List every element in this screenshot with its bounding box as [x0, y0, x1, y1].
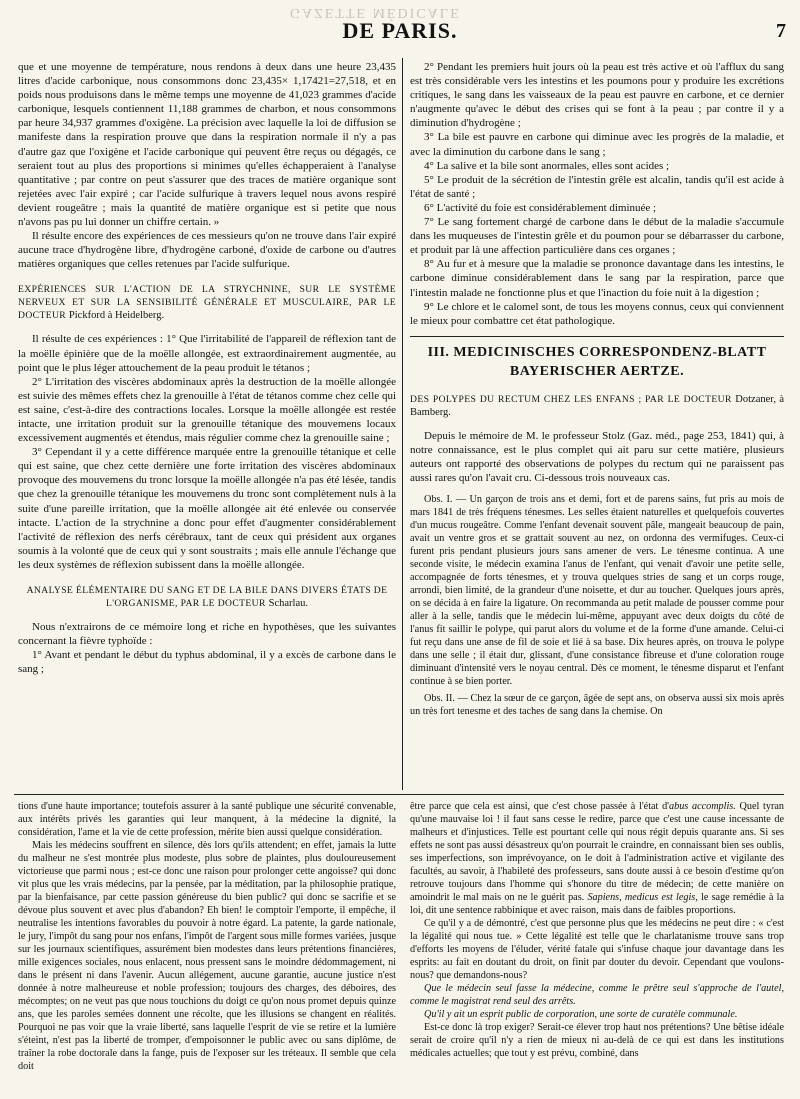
paragraph: Est-ce donc là trop exiger? Serait-ce élever trop haut nos prétentions? Une bêtise idéale serait de croire qu'il n'y a rien de mieux ni au-delà de ce qui est dans les institutions médicales actuelles; que tout y est prévu, combiné, dans	[410, 1022, 784, 1059]
paragraph: 4° La salive et la bile sont anormales, elles sont acides ;	[424, 159, 670, 172]
paragraph: 6° L'activité du foie est considérablement diminuée ;	[424, 201, 657, 214]
journal-title: DE PARIS.	[342, 18, 458, 43]
article-heading-sang: ANALYSE ÉLÉMENTAIRE DU SANG ET DE LA BILE DANS DIVERS ÉTATS DE L'ORGANISME, PAR LE DOCTEUR Scharlau.	[26, 585, 388, 609]
left-column	[18, 60, 396, 790]
paragraph: Depuis le mémoire de M. le professeur Stolz (Gaz. méd., page 253, 1841) qui, à notre connaissance, est le plus complet qui ait paru sur cette matière, plusieurs auteurs ont rapporté des observations de polypes du rectum qui ne paraissent pas aussi rares qu'on l'avait cru. Ci-dessous trois nouveaux cas.	[410, 429, 784, 485]
bleed-through-header: GAZETTE MÉDICALE	[290, 5, 461, 20]
paragraph: Mais les médecins souffrent en silence, dès lors qu'ils attendent; en effet, jamais la lutte du malheur ne s'est montrée plus modeste, plus sobre de plaintes, plus douloureusement victorieuse que parmi nous ; est-ce donc une raison pour prolonger cette angoisse? qui donc vit plus que les vrais médecins, par la pensée, par la méditation, par la philosophie pratique, par la bienfaisance, par cette passion généreuse du bien public? qui donc se sacrifie et se dévoue plus souvent et avec plus d'abandon? Eh bien! le comptoir l'emporte, il empêche, il neutralise les intentions favorables du pouvoir à notre égard. La patente, la garde nationale, le jury, l'impôt du sang pour nos enfans, l'impôt de l'argent sous mille formes variées, jusque sur les journaux scientifiques, assurément bien modestes dans leurs prétentions financières, mille exigences sociales, nous enlacent, nous pressent sans le moindre dédommagement, ni dans le présent ni dans l'avenir. Aucun allégement, aucune garantie, aucune justice n'est donnée à notre malheureuse et noble profession; toujours des charges, des déboires, des mécomptes; on ne veut pas que nous touchions du doigt ce qu'on nous promet depuis quinze ans, que les paroles semées donnent une récolte, que les illusions se changent en réalités. Pourquoi ne pas voir que la vraie liberté, sans laquelle l'esprit de vie se retire et la lumière s'éteint, n'est pas la liberté de tromper, d'empoisonner le public avec ou sans diplôme, de traîner la robe doctorale dans la fange, puis de l'exposer sur les tréteaux. Il semble que cela doit	[18, 840, 396, 1072]
column-divider	[402, 58, 403, 790]
paragraph: être parce que cela est ainsi, que c'est chose passée à l'état d'abus accomplis. Quel tyran qu'une mauvaise loi ! il faut sans cesse le redire, parce que c'est une cause incessante de malheurs et d'injustices. Telle est pourtant celle qui nous régit depuis quarante ans. Si ses effets ne sont pas aussi désastreux qu'on pourrait le craindre, en connaissant bien ses oublis, ses imperfections, son imprévoyance, on le doit à l'administration active et vigilante des facultés, au savoir, à l'habileté des professeurs, sans doute aussi à ce besoin d'estime qu'on retrouve toujours dans l'homme qui s'honore du titre de médecin; de cette manière on amoindrit le mal mais on ne le guérit pas. Sapiens, medicus est legis, le sage remédie à la loi, dit une sentence rabbinique et avec raison, mais dans de faibles proportions.	[410, 801, 784, 916]
paragraph: 1° Avant et pendant le début du typhus abdominal, il y a excès de carbone dans le sang ;	[18, 649, 396, 676]
paragraph: Qu'il y ait un esprit public de corporation, une sorte de curatèle communale.	[424, 1009, 738, 1020]
paragraph: Que le médecin seul fasse la médecine, comme le prêtre seul s'approche de l'autel, comme le magistrat rend seul des arrêts.	[410, 983, 784, 1007]
paragraph: 2° Pendant les premiers huit jours où la peau est très active et où l'afflux du sang est très considérable vers les intestins et les poumons pour y produire les excrétions critiques, le sang dans les vaisseaux de la peau est pauvre en carbone, et ce dernier n'augmente qu'avec le début des crises qui se font à la peau ; par contre il y a diminution d'hydrogène ;	[410, 61, 784, 130]
observation-2: Obs. II. — Chez la sœur de ce garçon, âgée de sept ans, on observa aussi six mois après un très fort tenesme et des taches de sang dans la chemise. On	[410, 693, 784, 718]
section-rule	[410, 336, 784, 337]
article-heading-strychnine: EXPÉRIENCES SUR L'ACTION DE LA STRYCHNINE, SUR LE SYSTÈME NERVEUX ET SUR LA SENSIBILITÉ GÉNÉRALE ET MUSCULAIRE, PAR LE DOCTEUR Pickford à Heidelberg.	[18, 284, 396, 322]
page-header	[0, 4, 800, 44]
paragraph: Il résulte encore des expériences de ces messieurs qu'on ne trouve dans l'air expiré aucune trace d'hydrogène libre, d'hydrogène carboné, d'oxide de carbone ou d'autres matières organiques que celles retenues par l'acide sulfurique.	[18, 230, 396, 271]
paragraph: Il résulte de ces expériences : 1° Que l'irritabilité de l'appareil de réflexion tant de la moëlle épinière que de la moëlle allongée, est extraordinairement augmentée, au point que le plus léger attouchement de la peau produit le tétanos ;	[18, 333, 396, 374]
article-heading-polypes: DES POLYPES DU RECTUM CHEZ LES ENFANS ; PAR LE DOCTEUR Dotzaner, à Bamberg.	[410, 393, 784, 418]
paragraph: Ce qu'il y a de démontré, c'est que personne plus que les médecins ne peut dire : « c'est la légalité qui nous tue. » Cette légalité est telle que le charlatanisme trouve sans trop d'efforts les moyens de l'éluder, vérité fatale qui s'infuse chaque jour davantage dans les esprits: au fait en doutant du droit, on finit par douter du devoir. Cependant que voulons-nous? que demandons-nous?	[410, 918, 784, 981]
section-heading: III. MEDICINISCHES CORRESPONDENZ-BLATT BAYERISCHER AERTZE.	[427, 344, 767, 379]
observations	[410, 493, 784, 718]
paragraph: 3° La bile est pauvre en carbone qui diminue avec les progrès de la maladie, et avec la diminution du carbone dans le sang ;	[410, 131, 784, 158]
paragraph: tions d'une haute importance; toutefois assurer à la santé publique une sécurité convenable, aux intérêts privés les garanties qui leur manquent, à la médecine la dignité, la considération, l'ame et la vie de cette profession, mérite bien aussi quelque considération.	[18, 801, 396, 838]
paragraph: 8° Au fur et à mesure que la maladie se prononce davantage dans les intestins, le carbone diminue considérablement dans le sang par la respiration, parce que l'intestin malade ne fonctionne plus et que l'inaction du foie nuit à la digestion ;	[410, 258, 784, 299]
paragraph: 3° Cependant il y a cette différence marquée entre la grenouille tétanique et celle qui est saine, que chez cette dernière une forte irritation des viscères abdominaux provoque des mouvemens du tronc lorsque la moëlle allongée n'a pas été lésée, tandis que chez la grenouille tétanique les mouvemens du tronc sont complètement nuls à la suite d'une pareille irritation, que la moëlle allongée ait été enlevée ou conservée intacte. L'action de la strychnine a donc pour effet d'augmenter considérablement l'activité de réflexion des nerfs cérébraux, tant de ceux qui président aux organes soumis à la volonté que de ceux qui y sont soustraits ; mais elle annule l'échange que les deux systèmes de réflexion subissent dans la moëlle allongée.	[18, 446, 396, 571]
page-number: 7	[776, 20, 786, 42]
paragraph: 9° Le chlore et le calomel sont, de tous les moyens connus, ceux qui conviennent le mieux pour combattre cet état pathologique.	[410, 300, 784, 327]
paragraph: 7° Le sang fortement chargé de carbone dans le début de la maladie s'accumule dans les muqueuses de l'intestin grêle et du poumon pour se débarrasser du carbone, et produit par là une affection particulière dans ces organes ;	[410, 216, 784, 257]
feuilleton-left	[18, 800, 396, 1094]
observation-1: Obs. I. — Un garçon de trois ans et demi, fort et de parens sains, fut pris au mois de mars 1841 de très fréquens ténesmes. Les selles étaient naturelles et quelquefois couvertes d'un mucus rougeâtre. Comme l'enfant devenait souvent pâle, mangeait beaucoup de pain, avait un ventre gros et se grattait souvent au nez, on ordonna des vermifuges. Ceux-ci furent pris pendant plusieurs jours sans amener de vers. Le ténesme continua. A une seconde visite, le médecin examina l'anus de l'enfant, qui venait d'avoir une petite selle, accompagnée de forts ténesmes, et y trouva quelques stries de sang et un corps rouge, arrondi, bien limité, de la grandeur d'une noisette, et dur au toucher. Quelques jours après, on se décida à en faire la ligature. On recommanda au petit malade de pousser comme pour aller à la selle, tandis que le médecin lui-même, appuyant avec deux doigts du côté de l'anus fit saillir le polype, qui parut alors du volume et de la forme d'une amande. Celui-ci fut reçu dans une anse de fil de soie et lié à sa base. Dix heures après, on trouva le polype dans une selle ; il était dur, glissant, d'une consistance fibreuse et d'une coloration rouge diminuant d'intensité vers le noyau central. Dès ce moment, le ténesme disparut et l'enfant continue à se bien porter.	[410, 494, 784, 688]
paragraph: que et une moyenne de température, nous rendons à deux dans une heure 23,435 litres d'acide carbonique, nous consommons donc 23,435× 1,17421=27,518, et en poids nous produisons dans le même temps une moyenne de 41,023 grammes d'acide carbonique, lesquels contiennent 11,188 grammes de charbon, et nous consommons par heure 34,937 grammes d'oxigène. La précision avec laquelle la loi de diffusion se manifeste dans la respiration prouve que dans la respiration normale il n'y a pas d'autre gaz que l'oxigène et l'acide carbonique qui peuvent être reçus ou dégagés, ce seraient tout au plus des proportions si minimes qu'elles échapperaient à l'analyse quantitative ; par contre on peut s'assurer que des traces de matière organique sont rejetées avec l'air expiré ; car l'acide sulfurique à travers lequel nous avons respiré devient rougeâtre ; mais la quantité de matière organique est si petite que nous n'avons pas pu lui donner un chiffre certain. »	[18, 61, 396, 229]
right-column	[410, 60, 784, 790]
feuilleton-divider	[14, 794, 784, 795]
paragraph: Nous n'extrairons de ce mémoire long et riche en hypothèses, que les suivantes concernant la fièvre typhoïde :	[18, 621, 396, 648]
paragraph: 5° Le produit de la sécrétion de l'intestin grêle est alcalin, tandis qu'il est acide à l'état de santé ;	[410, 173, 784, 200]
paragraph: 2° L'irritation des viscères abdominaux après la destruction de la moëlle allongée est suivie des mêmes effets chez la grenouille à l'état de tétanos comme chez celle qui est saine, c'est-à-dire des contractions locales. Lorsque la moëlle allongée est restée intacte, une irritation produit sur la grenouille tétanique des mouvemens locaux excessivement augmentés et étendus, mais régulier comme chez la grenouille saine ;	[18, 375, 396, 445]
feuilleton-right	[410, 800, 784, 1094]
